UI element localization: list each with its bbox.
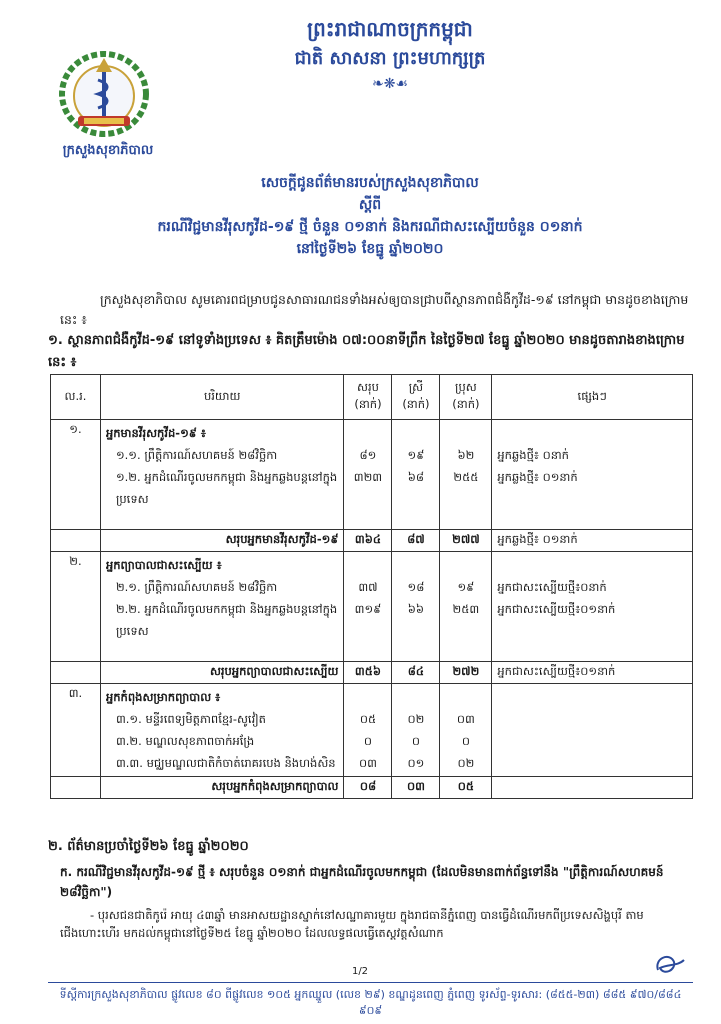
note-cell: អ្នកជាសះស្បើយថ្មី៖០នាក់ អ្នកជាសះស្បើយថ្មី៖០១នាក់ <box>492 552 693 662</box>
kingdom-title: ព្រះរាជាណាចក្រកម្ពុជា <box>307 17 473 41</box>
header-description: បរិយាយ <box>100 375 344 420</box>
header-other: ផ្សេងៗ <box>492 375 693 420</box>
row-number: ១. <box>51 420 101 530</box>
item-description: ២.២. អ្នកដំណើរចូលមកកម្ពុជា និងអ្នកឆ្លងបន្តនៅក្នុងប្រទេស <box>115 602 338 638</box>
item-description: ១.១. ព្រឹត្តិការណ៍សហគមន៍ ២៨វិច្ឆិកា <box>115 448 278 462</box>
summary-female: ៨៤ <box>392 662 440 684</box>
table-summary-row <box>51 777 693 799</box>
header-no: ល.រ. <box>51 375 101 420</box>
row-number: ៣. <box>51 684 101 777</box>
item-description: ៣.២. មណ្ឌលសុខភាពចាក់អង្រែ <box>115 734 255 748</box>
female-cell: ០២ ០ ០១ <box>392 684 440 777</box>
summary-description: សរុបអ្នកមានវីរុសកូវីដ-១៩ <box>100 530 344 552</box>
announcement-title: សេចក្តីជូនព័ត៌មានរបស់ក្រសួងសុខាភិបាល <box>261 175 479 191</box>
footer-address: ទីស្តីការក្រសួងសុខាភិបាល ផ្លូវលេខ ៨០ ពីផ្លូវលេខ ១០៥ អ្នកឈ្នួល (លេខ ២៩) ខណ្ឌដូនពេញ ភ្នំពេញ ទូរស័ព្ទ-ទូរសារ: (៨៥៥-២៣) ៨៨៥ ៩៧០/៨៨៤ ៩០៩ <box>59 988 682 1017</box>
announcement-subject: ករណីវិជ្ជមានវីរុសកូវីដ-១៩ ថ្មី ចំនួន ០១នាក់ និងករណីជាសះស្បើយចំនួន ០១នាក់ <box>157 219 583 235</box>
ornament-divider: ❧❋☙ <box>371 76 408 92</box>
summary-description: សរុបអ្នកកំពុងសម្រាកព្យាបាល <box>100 777 344 799</box>
header-total: សរុប (នាក់) <box>344 375 392 420</box>
summary-description: សរុបអ្នកព្យាបាលជាសះស្បើយ <box>100 662 344 684</box>
summary-total: ៣៥៦ <box>344 662 392 684</box>
announcement-date: នៅថ្ងៃទី២៦ ខែធ្នូ ឆ្នាំ២០២០ <box>296 241 444 257</box>
covid-statistics-table <box>50 374 693 799</box>
intro-paragraph: ក្រសួងសុខាភិបាល សូមគោរពជម្រាបជូនសាធារណជនទាំងអស់ឲ្យបានជ្រាបពីស្ថានភាពជំងឺកូវីដ-១៩ នៅកម្ពុជា មានដូចខាងក្រោមនេះ ៖ <box>60 292 689 327</box>
item-description: ១.២. អ្នកដំណើរចូលមកកម្ពុជា និងអ្នកឆ្លងបន្តនៅក្នុងប្រទេស <box>115 470 338 506</box>
summary-note: អ្នកជាសះស្បើយថ្មី៖០១នាក់ <box>492 662 693 684</box>
header-male: ប្រុស (នាក់) <box>440 375 492 420</box>
new-case-paragraph: ក. ករណីវិជ្ជមានវីរុសកូវីដ-១៩ ថ្មី ៖ សរុបចំនួន ០១នាក់ ជាអ្នកដំណើរចូលមកកម្ពុជា (ដែលមិនមានពាក់ព័ន្ធទៅនឹង "ព្រឹត្តិការណ៍សហគមន៍ ២៨វិច្ឆិកា") <box>60 865 664 899</box>
ministry-name: ក្រសួងសុខាភិបាល <box>62 143 154 158</box>
summary-note: អ្នកឆ្លងថ្មី៖ ០១នាក់ <box>492 530 693 552</box>
section-1-heading: ១. ស្ថានភាពជំងឺកូវីដ-១៩ នៅទូទាំងប្រទេស ៖ គិតត្រឹមម៉ោង ០៧:០០នាទីព្រឹក នៃថ្ងៃទី២៧ ខែធ្នូ ឆ្នាំ២០២០ មានដូចតារាងខាងក្រោមនេះ ៖ <box>48 333 685 370</box>
table-summary-row <box>51 662 693 684</box>
item-description: ៣.៣. មជ្ឈមណ្ឌលជាតិកំចាត់រោគរបេង និងហង់សិន <box>115 756 336 770</box>
row-number: ២. <box>51 552 101 662</box>
summary-total: ៣៦៤ <box>344 530 392 552</box>
national-motto: ជាតិ សាសនា ព្រះមហាក្សត្រ <box>294 48 486 69</box>
footer-divider <box>48 982 693 983</box>
summary-male: ២៧២ <box>440 662 492 684</box>
total-cell: ៣៧ ៣១៩ <box>344 552 392 662</box>
table-row <box>51 684 693 777</box>
female-cell: ១៩ ៦៨ <box>392 420 440 530</box>
summary-male: ២៧៧ <box>440 530 492 552</box>
summary-total: ០៨ <box>344 777 392 799</box>
row-description <box>100 552 344 662</box>
female-cell: ១៨ ៦៦ <box>392 552 440 662</box>
item-description: ៣.១. មន្ទីរពេទ្យមិត្តភាពខ្មែរ-សូវៀត <box>115 712 266 726</box>
group-title: អ្នកព្យាបាលជាសះស្បើយ ៖ <box>105 558 222 572</box>
summary-female: ៨៧ <box>392 530 440 552</box>
table-header-row <box>51 375 693 420</box>
announcement-regarding: ស្តីពី <box>358 197 382 213</box>
section-2-heading: ២. ព័ត៌មានប្រចាំថ្ងៃទី២៦ ខែធ្នូ ឆ្នាំ២០២០ <box>48 839 249 854</box>
male-cell: ១៩ ២៥៣ <box>440 552 492 662</box>
table-row <box>51 552 693 662</box>
page-number: 1/2 <box>351 966 369 977</box>
group-title: អ្នកមានវីរុសកូវីដ-១៩ ៖ <box>105 426 206 440</box>
total-cell: ៨១ ៣២៣ <box>344 420 392 530</box>
header-female: ស្រី (នាក់) <box>392 375 440 420</box>
summary-note <box>492 777 693 799</box>
summary-female: ០៣ <box>392 777 440 799</box>
row-description <box>100 684 344 777</box>
table-summary-row <box>51 530 693 552</box>
case-detail-paragraph: - បុរសជនជាតិកូរ៉េ អាយុ ៤៣ឆ្នាំ មានអាសយដ្ឋានស្នាក់នៅសណ្ឋាគារមួយ ក្នុងរាជធានីភ្នំពេញ បានធ្វើដំណើរមកពីប្រទេសសិង្ហបុរី តាមជើងហោះហើរ មកដល់កម្ពុជានៅថ្ងៃទី២៥ ខែធ្នូ ឆ្នាំ២០២០ ដែលលទ្ធផលធ្វើតេស្តវត្តសំណាក <box>60 908 644 940</box>
row-description <box>100 420 344 530</box>
ministry-logo <box>48 38 160 138</box>
note-cell: អ្នកឆ្លងថ្មី៖ ០នាក់ អ្នកឆ្លងថ្មី៖ ០១នាក់ <box>492 420 693 530</box>
total-cell: ០៥ ០ ០៣ <box>344 684 392 777</box>
male-cell: ០៣ ០ ០២ <box>440 684 492 777</box>
group-title: អ្នកកំពុងសម្រាកព្យាបាល ៖ <box>105 690 221 704</box>
note-cell <box>492 684 693 777</box>
table-row <box>51 420 693 530</box>
summary-male: ០៥ <box>440 777 492 799</box>
item-description: ២.១. ព្រឹត្តិការណ៍សហគមន៍ ២៨វិច្ឆិកា <box>115 580 278 594</box>
male-cell: ៦២ ២៥៥ <box>440 420 492 530</box>
signature <box>650 950 690 980</box>
